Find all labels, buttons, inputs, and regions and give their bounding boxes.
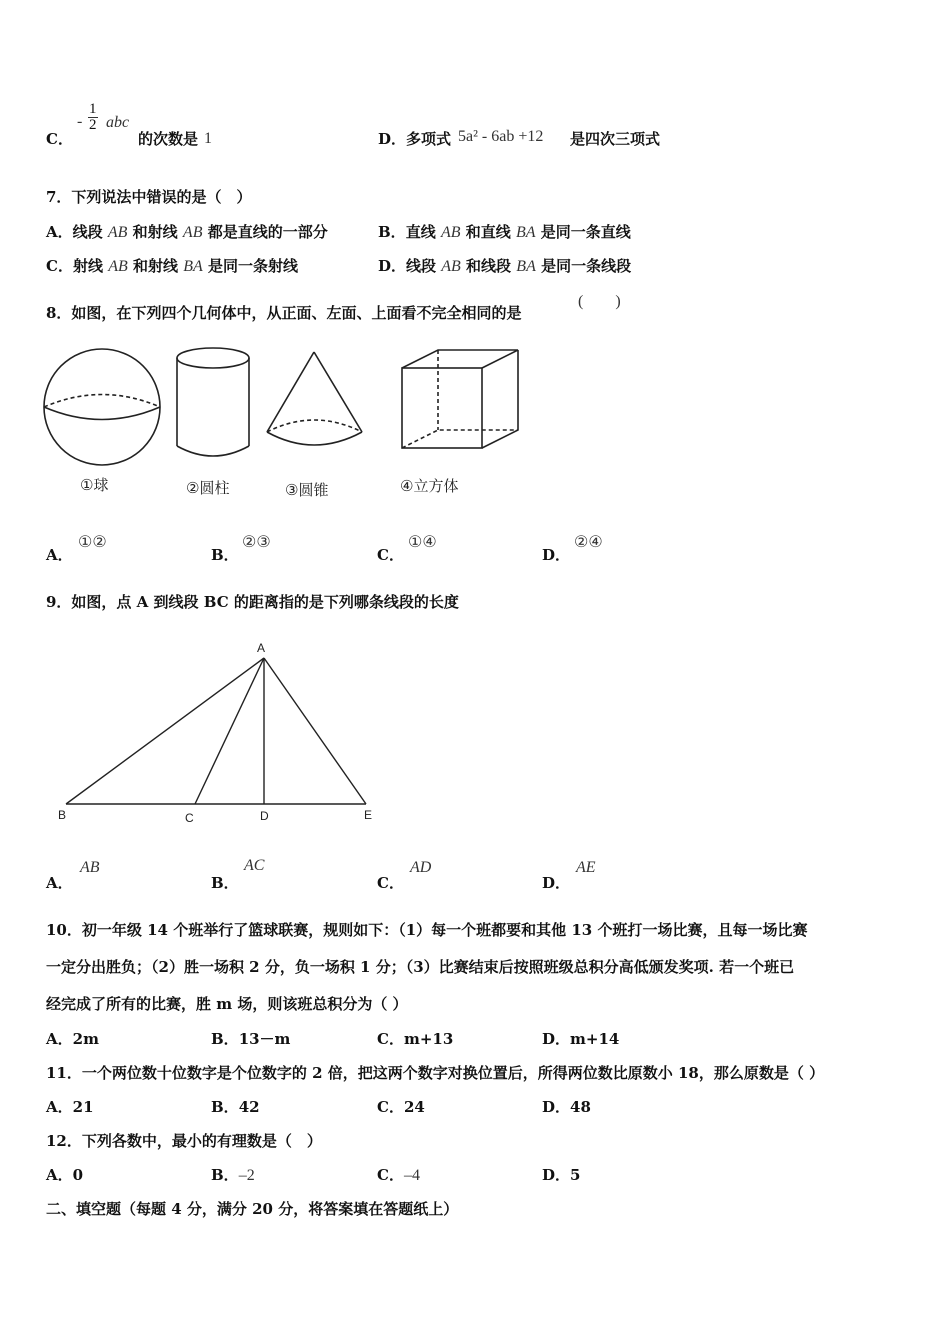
- q10-option-d-value: m+14: [570, 1030, 620, 1048]
- q7-option-a-t3: 都是直线的一部分: [207, 223, 328, 241]
- q8-option-b-value: ②③: [242, 534, 271, 551]
- q11-option-d-letter: D．: [542, 1098, 571, 1116]
- q10-line-1: 10．初一年级 14 个班举行了篮球联赛，规则如下：（1）每一个班都要和其他 13 个班打一场比赛，且每一场比赛: [46, 921, 808, 939]
- q11-option-b-letter: B．: [211, 1098, 239, 1116]
- q7-option-a-letter: A．: [46, 223, 73, 241]
- q9-option-b-letter: B．: [211, 874, 239, 892]
- q11-option-a: [46, 1096, 94, 1117]
- q6-option-c-denominator: 2: [89, 117, 97, 133]
- q8-stem: 8．如图，在下列四个几何体中，从正面、左面、上面看不完全相同的是: [46, 304, 522, 322]
- q8-caption-cylinder: ②圆柱: [186, 479, 230, 497]
- q7-option-c-t2: 和射线: [132, 257, 178, 275]
- q7-option-c-v2: BA: [183, 258, 203, 275]
- q6-option-c-letter: C．: [46, 130, 73, 148]
- q9-option-a-letter: A．: [46, 874, 73, 892]
- q11-option-d-value: 48: [570, 1098, 591, 1116]
- q11-option-c: [377, 1096, 425, 1117]
- q6-option-c-text: 的次数是: [138, 130, 199, 148]
- q12-option-d: [542, 1164, 580, 1185]
- q9-stem: 9．如图，点 A 到线段 BC 的距离指的是下列哪条线段的长度: [46, 593, 459, 611]
- q9-option-c-letter: C．: [377, 874, 404, 892]
- q12-option-c: [377, 1164, 420, 1185]
- q8-option-a-value: ①②: [78, 534, 107, 551]
- q8-option-d-value: ②④: [574, 534, 603, 551]
- q10-option-d-letter: D．: [542, 1030, 571, 1048]
- q6-option-d-text-a: 多项式: [406, 130, 452, 148]
- q9-option-b-value: AC: [244, 857, 265, 874]
- q12-option-c-value: –4: [403, 1167, 420, 1184]
- q7-option-a-t1: 线段: [72, 223, 103, 241]
- q7-option-a-v2: AB: [182, 224, 203, 241]
- q12-option-b: [211, 1164, 255, 1185]
- q12-option-b-value: –2: [238, 1167, 255, 1184]
- q12-stem: 12．下列各数中，最小的有理数是（ ）: [46, 1132, 322, 1150]
- q12-option-b-letter: B．: [211, 1166, 239, 1184]
- q12-option-d-letter: D．: [542, 1166, 571, 1184]
- q12-option-a-value: 0: [72, 1166, 84, 1184]
- q7-option-d-t2: 和线段: [466, 257, 512, 275]
- q7-option-a-v1: AB: [107, 224, 128, 241]
- q10-option-b-letter: B．: [211, 1030, 239, 1048]
- q8-caption-sphere: ①球: [80, 476, 109, 494]
- q11-option-c-value: 24: [403, 1098, 425, 1116]
- q8-caption-cone: ③圆锥: [285, 481, 329, 499]
- q7-option-c-t1: 射线: [72, 257, 103, 275]
- q8-answer-paren: ( ): [578, 293, 621, 310]
- q10-option-a-value: 2m: [72, 1030, 99, 1048]
- q6-option-d-letter: D．: [378, 130, 407, 148]
- q12-option-c-letter: C．: [377, 1166, 404, 1184]
- q9-point-d: D: [260, 809, 269, 823]
- segment-ac: [195, 658, 264, 804]
- segment-ae: [264, 658, 366, 804]
- q10-option-b: [211, 1028, 290, 1049]
- q6-option-c-value: 1: [204, 130, 212, 147]
- q7-option-d-t1: 线段: [406, 257, 437, 275]
- q10-line-2: 一定分出胜负；（2）胜一场积 2 分，负一场积 1 分；（3）比赛结束后按照班级总积分高低颁发奖项. 若一个班已: [46, 958, 795, 976]
- q7-option-c-letter: C．: [46, 257, 73, 275]
- q11-option-a-letter: A．: [46, 1098, 73, 1116]
- q12-option-a: [46, 1164, 83, 1185]
- q6-option-d-expr: 5a² - 6ab +12: [458, 128, 544, 145]
- q7-option-a-t2: 和射线: [132, 223, 178, 241]
- q9-option-d-letter: D．: [542, 874, 571, 892]
- q7-option-d-letter: D．: [378, 257, 407, 275]
- q7-option-d-v2: BA: [516, 258, 536, 275]
- q10-option-c-letter: C．: [377, 1030, 404, 1048]
- segment-ab: [66, 658, 264, 804]
- q9-option-a-value: AB: [80, 859, 100, 876]
- q8-option-b-letter: B．: [211, 546, 239, 564]
- q7-option-c-t3: 是同一条射线: [208, 257, 299, 275]
- q6-option-c-vars: abc: [106, 114, 130, 131]
- q10-option-d: [542, 1028, 619, 1049]
- q8-option-a-letter: A．: [46, 546, 73, 564]
- q6-option-d-text-b: 是四次三项式: [570, 130, 661, 148]
- q9-point-b: B: [58, 808, 67, 822]
- q7-option-d-t3: 是同一条线段: [541, 257, 632, 275]
- q7-option-b-t2: 和直线: [465, 223, 511, 241]
- q9-point-c: C: [185, 811, 194, 825]
- q6-option-c-sign: -: [77, 113, 83, 130]
- q8-option-c-value: ①④: [408, 534, 437, 551]
- q9-option-c-value: AD: [410, 859, 432, 876]
- q12-option-a-letter: A．: [46, 1166, 73, 1184]
- q7-option-b-t3: 是同一条直线: [540, 223, 631, 241]
- q7-option-b-v1: AB: [440, 224, 461, 241]
- q7-stem: 7．下列说法中错误的是（ ）: [46, 188, 252, 206]
- q10-option-b-value: 13－m: [238, 1030, 291, 1048]
- q7-option-b-t1: 直线: [405, 223, 436, 241]
- q9-point-a: A: [257, 641, 266, 655]
- q7-option-d-v1: AB: [441, 258, 461, 275]
- q11-option-d: [542, 1096, 591, 1117]
- q10-option-a: [46, 1028, 99, 1049]
- q11-stem: 11．一个两位数十位数字是个位数字的 2 倍，把这两个数字对换位置后，所得两位数比原数小 18，那么原数是（ ）: [46, 1064, 825, 1082]
- q7-option-c-v1: AB: [108, 258, 128, 275]
- q10-option-c-value: m+13: [403, 1030, 454, 1048]
- q7-option-b-letter: B．: [378, 223, 406, 241]
- q10-option-a-letter: A．: [46, 1030, 73, 1048]
- q7-option-b-v2: BA: [515, 224, 536, 241]
- q9-point-e: E: [364, 808, 373, 822]
- q11-option-c-letter: C．: [377, 1098, 404, 1116]
- q11-option-b-value: 42: [238, 1098, 260, 1116]
- q8-caption-cube: ④立方体: [400, 477, 459, 495]
- q8-option-d-letter: D．: [542, 546, 571, 564]
- q8-option-c-letter: C．: [377, 546, 404, 564]
- q6-option-c-numerator: 1: [89, 101, 97, 117]
- q12-option-d-value: 5: [570, 1166, 581, 1184]
- q9-option-d-value: AE: [576, 859, 596, 876]
- q11-option-a-value: 21: [72, 1098, 94, 1116]
- q10-option-c: [377, 1028, 453, 1049]
- q11-option-b: [211, 1096, 260, 1117]
- section-2-title: 二、填空题（每题 4 分，满分 20 分，将答案填在答题纸上）: [46, 1200, 459, 1218]
- q10-line-3: 经完成了所有的比赛，胜 m 场，则该班总积分为（ ）: [46, 995, 408, 1013]
